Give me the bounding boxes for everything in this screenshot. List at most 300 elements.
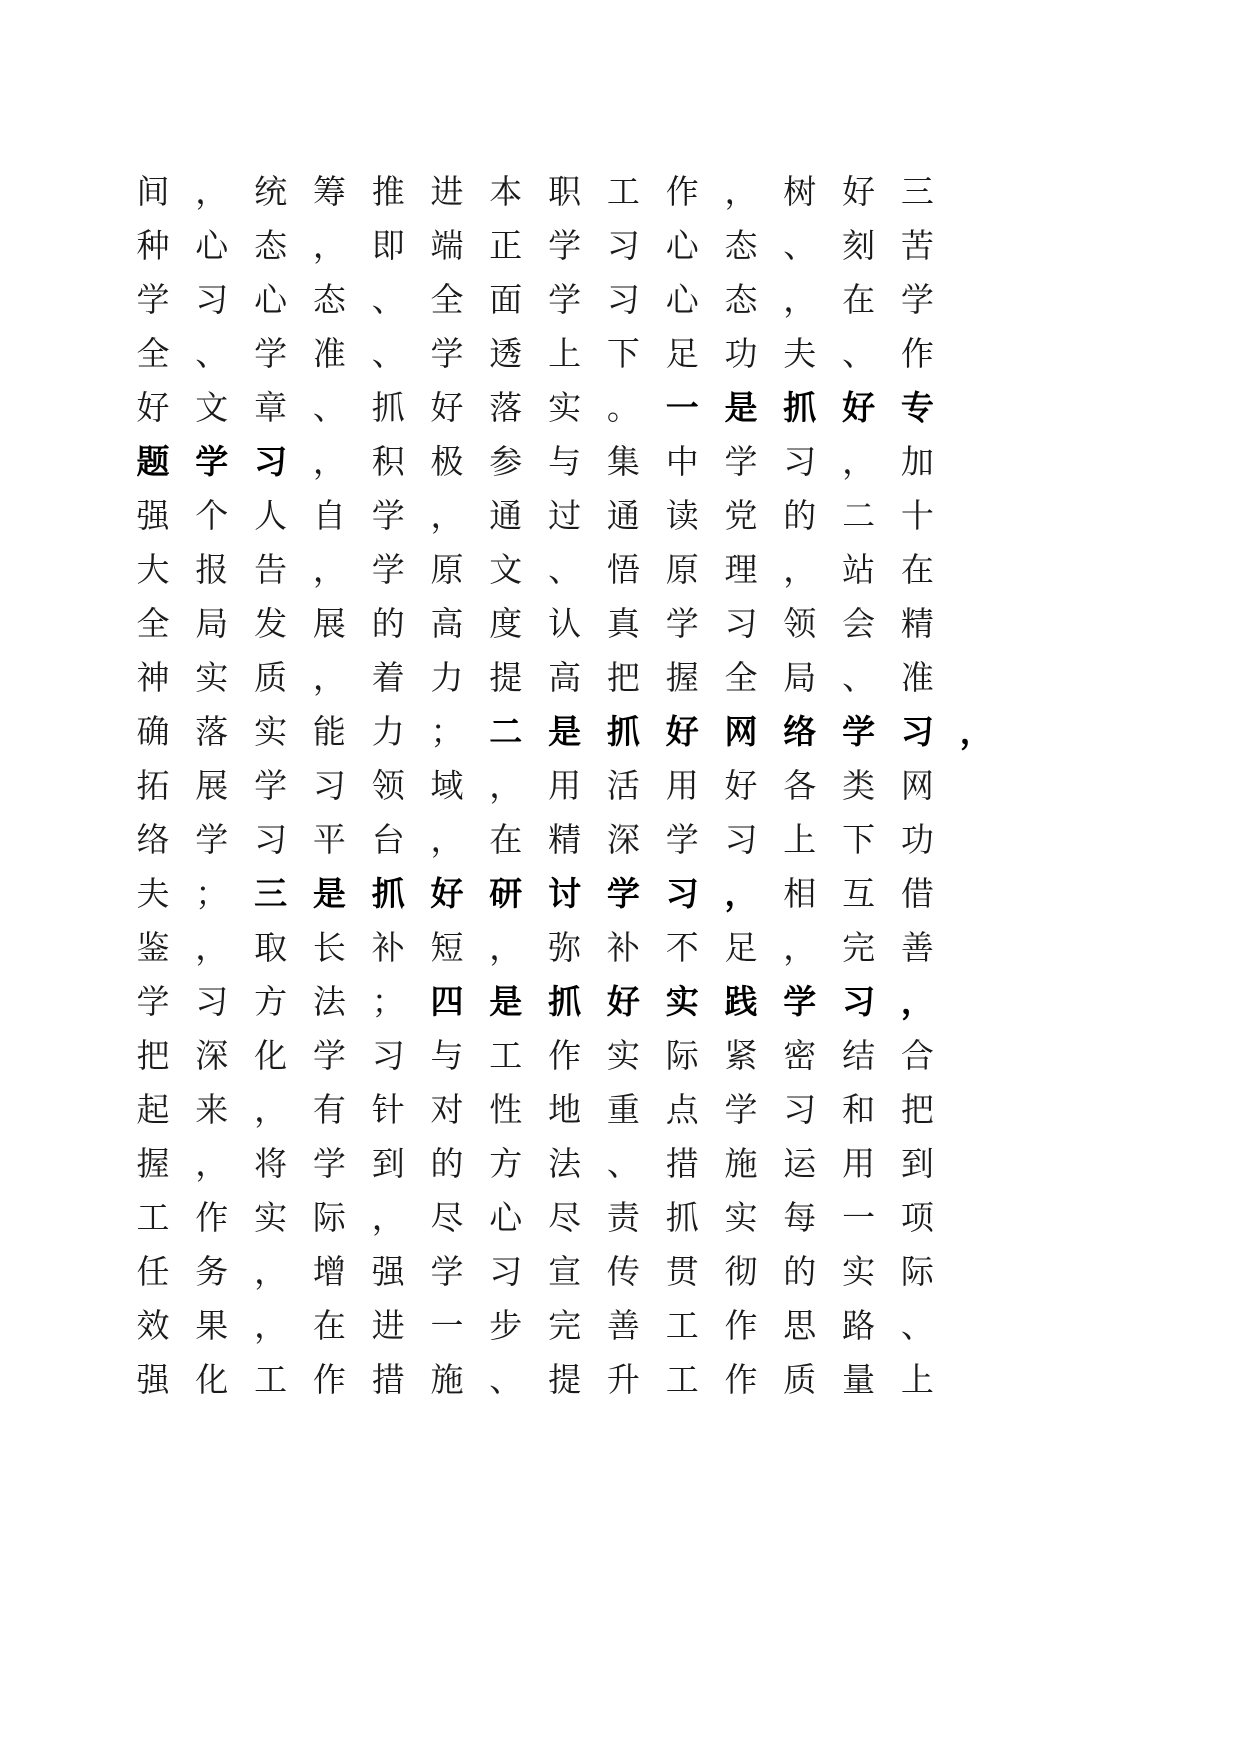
text-char: 精 (548, 820, 582, 859)
text-char: 精 (900, 604, 934, 643)
text-char: 、 (195, 334, 229, 373)
text-char: ； (430, 712, 464, 751)
text-char: 筹 (312, 172, 346, 211)
text-char: 强 (136, 1360, 170, 1399)
text-char: 每 (783, 1198, 817, 1237)
text-char: 作 (900, 334, 934, 373)
text-char: 好 (842, 388, 876, 427)
text-char: 学 (548, 280, 582, 319)
text-char: 完 (842, 928, 876, 967)
text-char: 习 (842, 982, 876, 1021)
text-char: 路 (842, 1306, 876, 1345)
text-char: 过 (548, 496, 582, 535)
text-char: 进 (371, 1306, 405, 1345)
text-char: 尽 (548, 1198, 582, 1237)
text-char: 学 (430, 334, 464, 373)
text-char: 领 (371, 766, 405, 805)
text-char: ， (900, 982, 934, 1021)
text-char: 习 (371, 1036, 405, 1075)
text-char: ， (312, 226, 346, 265)
text-char: 实 (842, 1252, 876, 1291)
text-char: 学 (842, 712, 876, 751)
text-char: 措 (665, 1144, 699, 1183)
text-char: 极 (430, 442, 464, 481)
text-char: 作 (724, 1360, 758, 1399)
text-char: 学 (371, 550, 405, 589)
text-char: ， (371, 1198, 405, 1237)
text-line (0, 756, 1240, 816)
text-char: 习 (724, 604, 758, 643)
text-char: 化 (195, 1360, 229, 1399)
text-char: 对 (430, 1090, 464, 1129)
text-char: 、 (548, 550, 582, 589)
text-char: 全 (136, 334, 170, 373)
text-char: 、 (842, 658, 876, 697)
text-char: 展 (312, 604, 346, 643)
text-line (0, 486, 1240, 546)
text-char: 台 (371, 820, 405, 859)
text-char: 学 (665, 820, 699, 859)
text-char: 际 (665, 1036, 699, 1075)
text-char: 讨 (548, 874, 582, 913)
text-char: 学 (371, 496, 405, 535)
text-line (0, 216, 1240, 276)
text-char: ， (724, 172, 758, 211)
text-char: 彻 (724, 1252, 758, 1291)
text-char: 善 (900, 928, 934, 967)
text-char: 学 (136, 982, 170, 1021)
text-char: 原 (665, 550, 699, 589)
text-char: 习 (254, 442, 288, 481)
text-char: ， (312, 442, 346, 481)
text-char: 用 (665, 766, 699, 805)
text-char: 用 (548, 766, 582, 805)
text-char: 、 (900, 1306, 934, 1345)
text-char: 作 (312, 1360, 346, 1399)
text-char: 深 (606, 820, 640, 859)
text-char: 域 (430, 766, 464, 805)
text-char: 措 (371, 1360, 405, 1399)
text-char: 读 (665, 496, 699, 535)
text-char: 将 (254, 1144, 288, 1183)
text-char: 法 (312, 982, 346, 1021)
text-char: 施 (724, 1144, 758, 1183)
text-char: 人 (254, 496, 288, 535)
text-char: 针 (371, 1090, 405, 1129)
text-line (0, 1026, 1240, 1086)
text-char: 贯 (665, 1252, 699, 1291)
text-char: 态 (724, 280, 758, 319)
text-char: 践 (724, 982, 758, 1021)
text-char: 深 (195, 1036, 229, 1075)
text-char: 学 (606, 874, 640, 913)
text-char: 真 (606, 604, 640, 643)
text-char: 际 (312, 1198, 346, 1237)
text-char: ； (371, 982, 405, 1021)
text-line (0, 918, 1240, 978)
text-char: 是 (724, 388, 758, 427)
text-char: 。 (606, 388, 640, 427)
text-char: 学 (430, 1252, 464, 1291)
text-char: 类 (842, 766, 876, 805)
text-line (0, 972, 1240, 1032)
text-char: 作 (548, 1036, 582, 1075)
text-char: 、 (783, 226, 817, 265)
text-line (0, 324, 1240, 384)
text-char: 抓 (371, 388, 405, 427)
text-char: 增 (312, 1252, 346, 1291)
text-char: 领 (783, 604, 817, 643)
text-char: 端 (430, 226, 464, 265)
text-char: 善 (606, 1306, 640, 1345)
text-char: 着 (371, 658, 405, 697)
text-char: 宣 (548, 1252, 582, 1291)
text-char: 升 (606, 1360, 640, 1399)
text-char: ； (195, 874, 229, 913)
text-char: 传 (606, 1252, 640, 1291)
text-char: 实 (548, 388, 582, 427)
text-char: ， (489, 928, 523, 967)
text-char: 质 (254, 658, 288, 697)
text-char: 习 (254, 820, 288, 859)
text-char: 透 (489, 334, 523, 373)
text-char: ， (783, 550, 817, 589)
text-char: 在 (900, 550, 934, 589)
text-char: ， (959, 712, 993, 751)
text-char: 上 (783, 820, 817, 859)
text-char: 一 (842, 1198, 876, 1237)
text-char: 态 (312, 280, 346, 319)
text-char: 任 (136, 1252, 170, 1291)
text-char: 法 (548, 1144, 582, 1183)
text-char: 习 (665, 874, 699, 913)
text-char: 、 (312, 388, 346, 427)
text-line (0, 864, 1240, 924)
text-char: 在 (842, 280, 876, 319)
text-char: ， (430, 496, 464, 535)
text-char: 间 (136, 172, 170, 211)
text-char: 项 (900, 1198, 934, 1237)
text-char: 短 (430, 928, 464, 967)
text-line (0, 1296, 1240, 1356)
text-char: 会 (842, 604, 876, 643)
text-char: 是 (548, 712, 582, 751)
text-char: 好 (665, 712, 699, 751)
text-char: 态 (254, 226, 288, 265)
text-char: 一 (430, 1306, 464, 1345)
text-char: 活 (606, 766, 640, 805)
text-char: 的 (783, 1252, 817, 1291)
text-char: 积 (371, 442, 405, 481)
text-char: 题 (136, 442, 170, 481)
text-char: 紧 (724, 1036, 758, 1075)
text-char: 提 (548, 1360, 582, 1399)
text-char: 在 (489, 820, 523, 859)
text-char: 悟 (606, 550, 640, 589)
text-char: 能 (312, 712, 346, 751)
text-char: 工 (489, 1036, 523, 1075)
text-char: 、 (371, 280, 405, 319)
text-char: 习 (783, 442, 817, 481)
text-char: 心 (195, 226, 229, 265)
text-char: 握 (665, 658, 699, 697)
text-char: 高 (430, 604, 464, 643)
text-char: 取 (254, 928, 288, 967)
text-char: 工 (136, 1198, 170, 1237)
text-char: 站 (842, 550, 876, 589)
text-char: 学 (254, 334, 288, 373)
text-char: 思 (783, 1306, 817, 1345)
text-char: 的 (430, 1144, 464, 1183)
text-char: 苦 (900, 226, 934, 265)
text-char: 面 (489, 280, 523, 319)
text-char: 二 (489, 712, 523, 751)
text-char: ， (254, 1252, 288, 1291)
text-char: 学 (195, 442, 229, 481)
text-char: 二 (842, 496, 876, 535)
text-char: ， (724, 874, 758, 913)
text-char: 实 (724, 1198, 758, 1237)
text-char: ， (842, 442, 876, 481)
text-char: 与 (430, 1036, 464, 1075)
text-char: 工 (606, 172, 640, 211)
text-char: 不 (665, 928, 699, 967)
text-char: 章 (254, 388, 288, 427)
text-char: 学 (665, 604, 699, 643)
text-char: 抓 (548, 982, 582, 1021)
text-char: 拓 (136, 766, 170, 805)
text-char: 工 (665, 1360, 699, 1399)
text-char: 方 (254, 982, 288, 1021)
text-char: 握 (136, 1144, 170, 1183)
text-char: 好 (842, 172, 876, 211)
text-char: 把 (606, 658, 640, 697)
text-char: 到 (371, 1144, 405, 1183)
text-char: 学 (195, 820, 229, 859)
text-line (0, 1350, 1240, 1410)
text-char: 抓 (371, 874, 405, 913)
text-char: 强 (371, 1252, 405, 1291)
text-char: 文 (195, 388, 229, 427)
text-char: 心 (489, 1198, 523, 1237)
text-char: 好 (430, 388, 464, 427)
text-char: 功 (724, 334, 758, 373)
text-char: 互 (842, 874, 876, 913)
text-char: 借 (900, 874, 934, 913)
text-char: 全 (724, 658, 758, 697)
text-char: 局 (195, 604, 229, 643)
text-char: 网 (724, 712, 758, 751)
text-char: 来 (195, 1090, 229, 1129)
text-char: 心 (254, 280, 288, 319)
text-line (0, 270, 1240, 330)
text-char: ， (312, 550, 346, 589)
text-char: 效 (136, 1306, 170, 1345)
text-char: 通 (489, 496, 523, 535)
text-char: 抓 (606, 712, 640, 751)
text-char: ， (195, 172, 229, 211)
text-char: 地 (548, 1090, 582, 1129)
text-char: 度 (489, 604, 523, 643)
text-char: 运 (783, 1144, 817, 1183)
text-char: 个 (195, 496, 229, 535)
text-char: 统 (254, 172, 288, 211)
text-char: 、 (371, 334, 405, 373)
text-char: 种 (136, 226, 170, 265)
text-char: 研 (489, 874, 523, 913)
text-char: 有 (312, 1090, 346, 1129)
text-char: 鉴 (136, 928, 170, 967)
text-char: 专 (900, 388, 934, 427)
text-char: 、 (489, 1360, 523, 1399)
text-char: 下 (606, 334, 640, 373)
text-line (0, 594, 1240, 654)
text-char: 高 (548, 658, 582, 697)
text-char: 际 (900, 1252, 934, 1291)
text-char: 施 (430, 1360, 464, 1399)
text-char: 、 (606, 1144, 640, 1183)
text-char: ， (430, 820, 464, 859)
text-char: 习 (606, 226, 640, 265)
text-char: 学 (724, 1090, 758, 1129)
text-char: 结 (842, 1036, 876, 1075)
text-char: 实 (195, 658, 229, 697)
text-char: 下 (842, 820, 876, 859)
text-line (0, 1134, 1240, 1194)
text-char: 好 (606, 982, 640, 1021)
text-line (0, 810, 1240, 870)
text-char: 学 (254, 766, 288, 805)
text-char: 习 (195, 982, 229, 1021)
text-char: 本 (489, 172, 523, 211)
text-char: 化 (254, 1036, 288, 1075)
text-line (0, 702, 1240, 762)
text-char: 平 (312, 820, 346, 859)
text-char: 即 (371, 226, 405, 265)
text-char: 用 (842, 1144, 876, 1183)
text-char: 点 (665, 1090, 699, 1129)
text-line (0, 1242, 1240, 1302)
text-char: 完 (548, 1306, 582, 1345)
text-line (0, 432, 1240, 492)
text-char: 是 (312, 874, 346, 913)
text-char: 神 (136, 658, 170, 697)
text-char: 提 (489, 658, 523, 697)
text-char: 习 (606, 280, 640, 319)
text-char: 学 (783, 982, 817, 1021)
text-char: 落 (195, 712, 229, 751)
text-char: 通 (606, 496, 640, 535)
text-char: 习 (724, 820, 758, 859)
text-char: 集 (606, 442, 640, 481)
text-char: 质 (783, 1360, 817, 1399)
text-char: 上 (548, 334, 582, 373)
text-char: 夫 (783, 334, 817, 373)
text-char: 全 (136, 604, 170, 643)
text-char: 作 (724, 1306, 758, 1345)
text-char: 步 (489, 1306, 523, 1345)
text-char: 参 (489, 442, 523, 481)
text-char: 的 (783, 496, 817, 535)
text-char: 推 (371, 172, 405, 211)
text-char: ， (254, 1090, 288, 1129)
text-char: 务 (195, 1252, 229, 1291)
text-char: 理 (724, 550, 758, 589)
text-char: 习 (195, 280, 229, 319)
text-char: 加 (900, 442, 934, 481)
text-char: 局 (783, 658, 817, 697)
text-char: ， (195, 928, 229, 967)
text-char: 发 (254, 604, 288, 643)
text-line (0, 1188, 1240, 1248)
text-char: 网 (900, 766, 934, 805)
text-char: 学 (136, 280, 170, 319)
text-char: 络 (136, 820, 170, 859)
text-char: 合 (900, 1036, 934, 1075)
text-char: 一 (665, 388, 699, 427)
text-line (0, 378, 1240, 438)
text-char: 习 (312, 766, 346, 805)
text-char: 起 (136, 1090, 170, 1129)
text-char: 上 (900, 1360, 934, 1399)
text-char: 正 (489, 226, 523, 265)
text-line (0, 1080, 1240, 1140)
text-char: 好 (724, 766, 758, 805)
text-char: 力 (371, 712, 405, 751)
text-char: ， (783, 280, 817, 319)
text-char: 工 (254, 1360, 288, 1399)
text-char: 中 (665, 442, 699, 481)
text-char: 量 (842, 1360, 876, 1399)
text-char: 全 (430, 280, 464, 319)
text-char: 相 (783, 874, 817, 913)
text-char: 责 (606, 1198, 640, 1237)
text-char: 补 (371, 928, 405, 967)
text-char: 与 (548, 442, 582, 481)
text-char: 学 (548, 226, 582, 265)
text-char: 重 (606, 1090, 640, 1129)
text-char: 刻 (842, 226, 876, 265)
text-char: 在 (312, 1306, 346, 1345)
text-char: 学 (900, 280, 934, 319)
text-char: 足 (665, 334, 699, 373)
text-char: 落 (489, 388, 523, 427)
text-char: 三 (900, 172, 934, 211)
text-char: 树 (783, 172, 817, 211)
text-char: 准 (312, 334, 346, 373)
text-char: 实 (665, 982, 699, 1021)
text-char: ， (254, 1306, 288, 1345)
text-char: 习 (489, 1252, 523, 1291)
text-char: 进 (430, 172, 464, 211)
text-char: ， (489, 766, 523, 805)
text-char: 力 (430, 658, 464, 697)
text-line (0, 648, 1240, 708)
text-char: 自 (312, 496, 346, 535)
text-char: 四 (430, 982, 464, 1021)
text-char: 学 (312, 1036, 346, 1075)
text-char: 补 (606, 928, 640, 967)
text-char: 弥 (548, 928, 582, 967)
text-char: 大 (136, 550, 170, 589)
text-char: 心 (665, 226, 699, 265)
text-char: 党 (724, 496, 758, 535)
text-char: 各 (783, 766, 817, 805)
text-char: 功 (900, 820, 934, 859)
text-char: 作 (195, 1198, 229, 1237)
text-char: 尽 (430, 1198, 464, 1237)
text-char: 职 (548, 172, 582, 211)
